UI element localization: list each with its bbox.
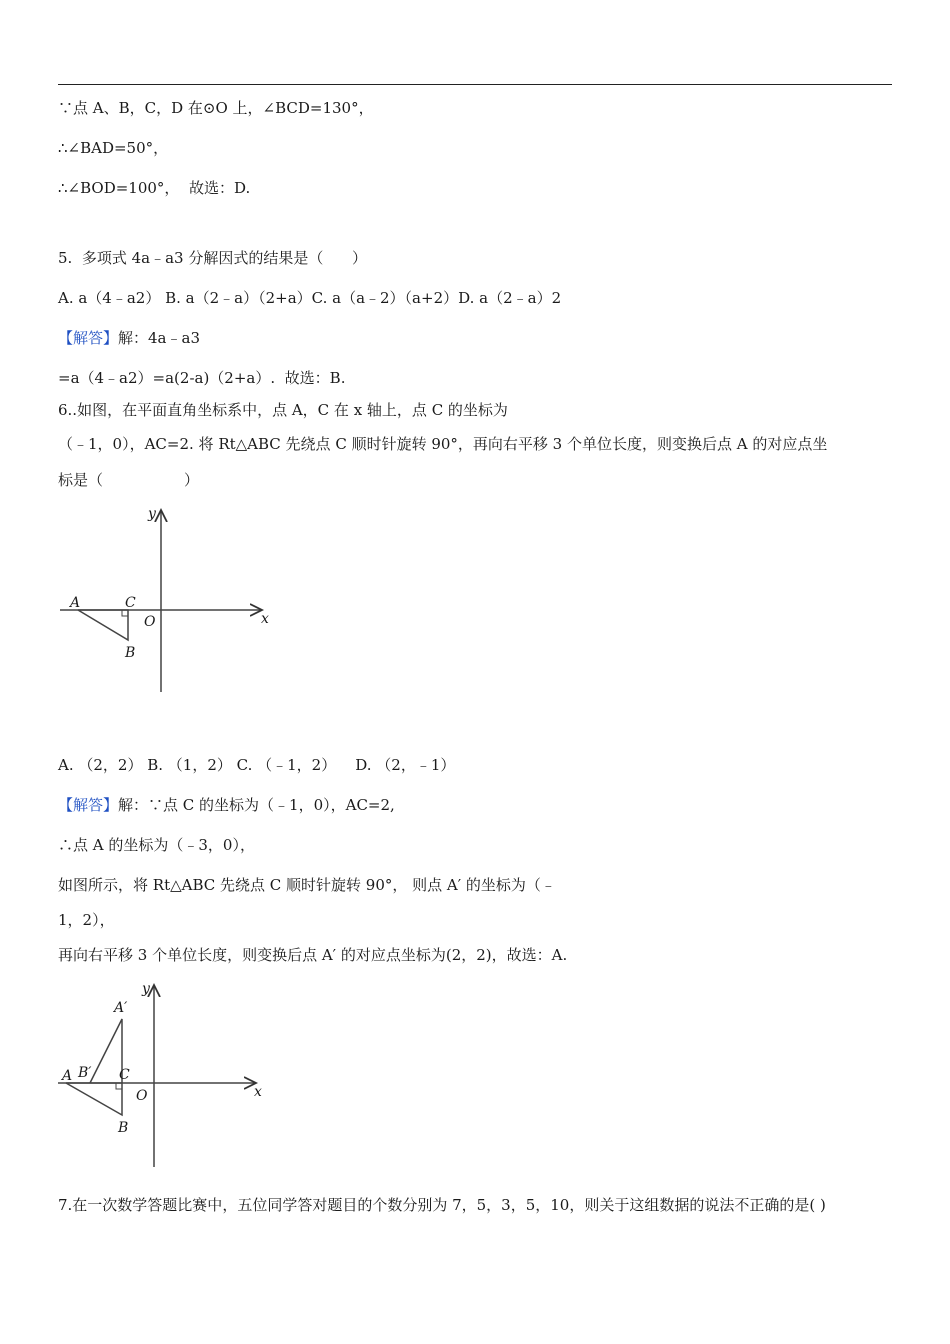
label-c: C [125,595,136,611]
figure-1-coordinate-plane [58,500,298,700]
triangle-a1-b1-c [90,1019,122,1083]
q6-answer-line-3: 如图所示，将 Rt△ABC 先绕点 C 顺时针旋转 90°， 则点 A′ 的坐标为（﹣ [58,876,556,894]
q6-answer-line-2: ∴点 A 的坐标为（﹣3，0）， [58,836,255,854]
q6-stem-line-1: 6..如图，在平面直角坐标系中，点 A，C 在 x 轴上，点 C 的坐标为 [58,401,508,419]
triangle-abc [78,610,128,640]
q6-answer-line-4: 1，2）， [58,911,115,929]
label-y: y [142,981,150,997]
q6-options: A. （2，2） B. （1，2） C. （﹣1，2） D. （2，﹣1） [58,756,456,774]
label-b-prime: B′ [78,1065,92,1081]
q6-answer-line-5: 再向右平移 3 个单位长度，则变换后点 A′ 的对应点坐标为(2，2)，故选：A. [58,946,568,964]
label-o: O [136,1088,148,1104]
q5-answer-tag: 【解答】 [58,329,119,347]
q5-answer-line-1 [58,328,200,348]
triangle-abc [66,1083,122,1115]
q6-answer-tag: 【解答】 [58,796,119,814]
q5-stem: 5. 多项式 4a﹣a3 分解因式的结果是（ ） [58,249,367,267]
label-c: C [119,1067,130,1083]
right-angle-mark [116,1083,122,1089]
label-b: B [118,1120,129,1136]
q6-answer-text: 解：∵点 C 的坐标为（﹣1，0），AC=2, [118,796,395,814]
q5-options: A. a（4﹣a2） B. a（2﹣a）（2+a）C. a（a﹣2）（a+2）D. a（2﹣a）2 [58,289,562,307]
label-a: A [62,1068,73,1084]
label-o: O [144,614,156,630]
label-a: A [70,595,81,611]
label-b: B [125,645,136,661]
q6-answer-line-1 [58,795,395,815]
prev-solution-line-3: ∴∠BOD=100°， 故选：D. [58,179,251,197]
label-x: x [254,1084,262,1100]
label-y: y [148,506,156,522]
q6-stem-line-2: （﹣1，0），AC=2. 将 Rt△ABC 先绕点 C 顺时针旋转 90°，再向右平移 3 个单位长度，则变换后点 A 的对应点坐 [58,435,828,453]
q6-stem-line-3: 标是（ ） [58,471,200,489]
q5-answer-line-2: =a（4﹣a2）=a(2-a)（2+a）. 故选：B. [58,369,346,387]
label-x: x [261,611,269,627]
q5-answer-text: 解：4a﹣a3 [118,329,200,347]
q7-stem: 7.在一次数学答题比赛中，五位同学答对题目的个数分别为 7，5，3，5，10，则关于这组数据的说法不正确的是( ) [58,1196,826,1214]
figure-2-rotated-triangle [52,975,292,1175]
prev-solution-line-1: ∵点 A、B，C，D 在⊙O 上，∠BCD=130°， [58,99,374,117]
header-rule [58,84,892,85]
label-a-prime: A′ [114,1000,128,1016]
prev-solution-line-2: ∴∠BAD=50°， [58,139,169,157]
